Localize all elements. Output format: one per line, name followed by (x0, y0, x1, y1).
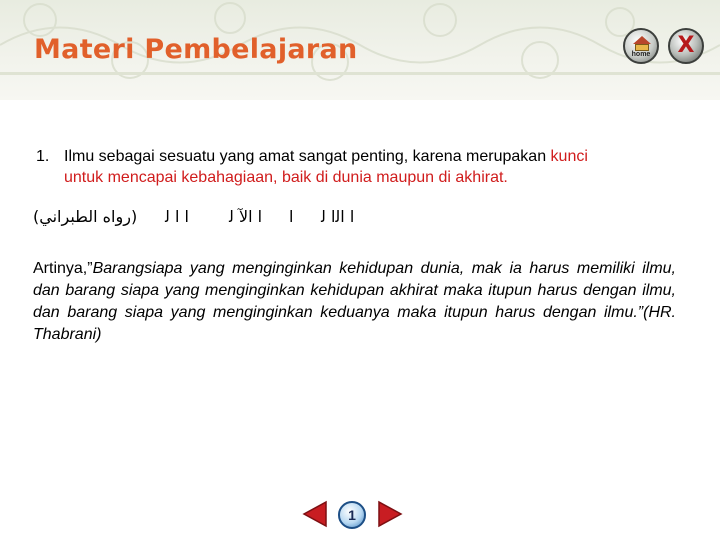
arabic-fragment: ا ا ﻟ (165, 207, 189, 226)
home-icon (633, 36, 651, 44)
previous-button[interactable] (300, 500, 328, 528)
arabic-source: (رواه الطبراني) (33, 207, 138, 226)
home-button[interactable] (623, 28, 659, 64)
close-button[interactable] (668, 28, 704, 64)
translation-italic: Barangsiapa yang menginginkan kehidupan dunia, mak ia harus memiliki ilmu, dan barang siapa yang menginginkan kehidupan akhirat maka itupun harus dengan ilmu, dan barang siapa yang menginginkan keduanya maka itupun harus dengan ilmu.”(HR. Thabrani) (33, 260, 676, 343)
arabic-fragment: ا (289, 207, 294, 226)
page-title: Materi Pembelajaran (34, 34, 358, 65)
list-item-text-plain: Ilmu sebagai sesuatu yang amat sangat penting, karena merupakan (64, 148, 547, 165)
header-banner (0, 0, 720, 100)
arabic-fragment: ا الآ ﻟ (229, 207, 263, 226)
list-item-highlight-1: kunci (550, 148, 588, 165)
home-icon-body (635, 44, 649, 51)
list-item-text (64, 146, 684, 188)
arabic-quote (33, 207, 413, 231)
close-icon: X (677, 33, 695, 58)
home-label: home (631, 51, 651, 58)
header-divider (0, 72, 720, 75)
next-button[interactable] (377, 500, 405, 528)
page-number: 1 (338, 501, 366, 529)
arabic-fragment: ا اﻟا ﻟ (321, 207, 355, 226)
triangle-right-icon (379, 502, 401, 526)
translation-text (33, 258, 676, 346)
list-item-number: 1. (36, 148, 50, 165)
list-item-highlight-2: untuk mencapai kebahagiaan, baik di dunia maupun di akhirat. (64, 169, 508, 186)
translation-lead: Artinya,” (33, 260, 93, 277)
triangle-left-icon (304, 502, 326, 526)
